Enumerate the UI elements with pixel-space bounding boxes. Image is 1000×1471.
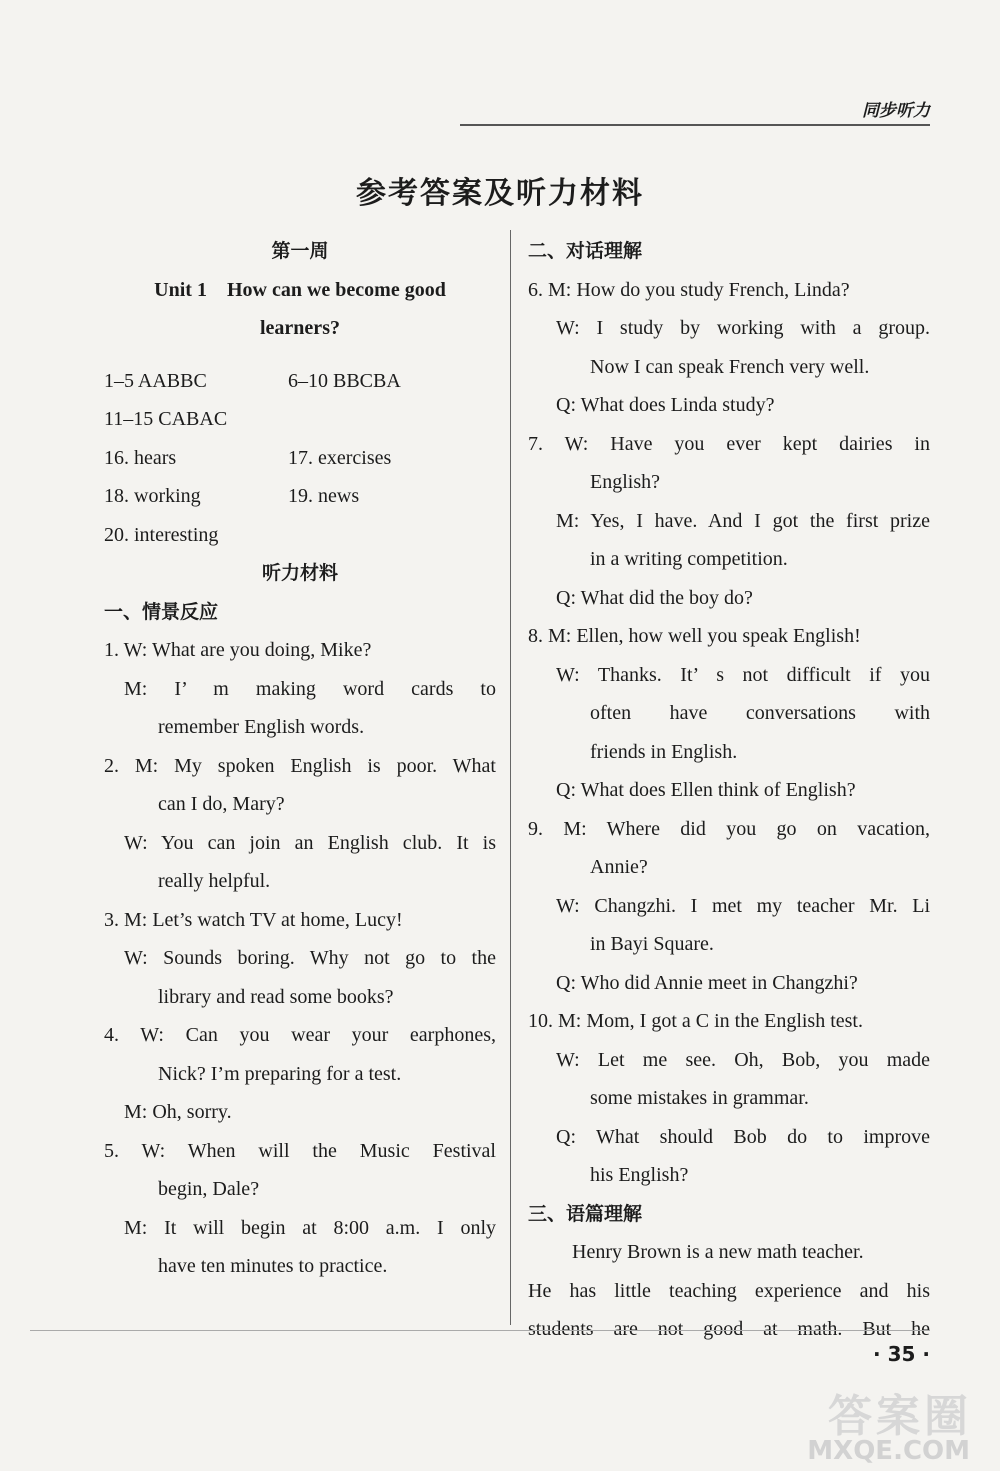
dialogue-line: W: Sounds boring. Why not go to the [124,947,496,969]
section-heading: 三、语篇理解 [528,1202,643,1225]
dialogue-line: library and read some books? [158,985,394,1008]
answer-cell: 1–5 AABBC [104,369,207,392]
unit-title-line2: learners? [260,317,340,339]
answer-row [104,516,496,555]
dialogue-line: 6. M: How do you study French, Linda? [528,278,850,301]
dialogue-line: W: Changzhi. I met my teacher Mr. Li [556,894,930,917]
dialogue-line: English? [590,471,660,493]
answer-cell: 6–10 BBCBA [288,369,401,392]
dialogue-line: 5. W: When will the Music Festival [104,1139,496,1162]
dialogue-line: Q: What does Linda study? [556,394,775,416]
dialogue-line: Annie? [590,856,648,878]
dialogue-line: can I do, Mary? [158,793,285,815]
dialogue-line: W: Let me see. Oh, Bob, you made [556,1048,930,1071]
dialogue-line: Q: What should Bob do to improve [556,1125,930,1148]
dialogue-line: 7. W: Have you ever kept dairies in [528,432,930,455]
answer-cell: 18. working [104,485,201,507]
dialogue-line: Q: What did the boy do? [556,586,753,609]
unit-title-line1: Unit 1 How can we become good [154,278,446,301]
dialogue-line: have ten minutes to practice. [158,1255,388,1277]
dialogue-line: M: It will begin at 8:00 a.m. I only [124,1216,496,1239]
answer-cell: 11–15 CABAC [104,408,228,430]
footer-rule [30,1330,930,1331]
answer-cell: 16. hears [104,446,177,469]
dialogue-line: 10. M: Mom, I got a C in the English test. [528,1010,863,1032]
dialogue-line: Now I can speak French very well. [590,355,870,378]
header-rule [460,124,930,126]
answer-cell: 17. exercises [288,446,392,469]
dialogue-line: in a writing competition. [590,548,788,570]
dialogue-line: M: Yes, I have. And I got the first prize [556,509,930,532]
dialogue-line: in Bayi Square. [590,933,714,955]
answer-row [104,362,496,401]
dialogue-line: 1. W: What are you doing, Mike? [104,639,372,661]
dialogue-line: W: You can join an English club. It is [124,831,496,854]
left-column [104,232,496,1286]
answer-row [104,439,496,478]
material-heading: 听力材料 [261,562,338,584]
dialogue-line: 9. M: Where did you go on vacation, [528,817,930,840]
section-heading: 一、情景反应 [104,600,219,623]
page-title: 参考答案及听力材料 [356,176,644,211]
dialogue-line: often have conversations with [590,702,930,724]
dialogue-line: W: Thanks. It’ s not difficult if you [556,663,930,686]
answer-cell: 19. news [288,485,360,507]
answer-cell: 20. interesting [104,523,219,546]
running-header: 同步听力 [862,101,930,121]
dialogue-line: his English? [590,1164,689,1186]
dialogue-line: some mistakes in grammar. [590,1087,809,1109]
page-number: · 35 · [873,1342,930,1366]
dialogue-line: 8. M: Ellen, how well you speak English! [528,625,861,647]
dialogue-line: begin, Dale? [158,1178,260,1200]
dialogue-line: really helpful. [158,870,271,892]
dialogue-line: Q: Who did Annie meet in Changzhi? [556,971,858,994]
right-column [528,232,930,1349]
dialogue-line: M: I’ m making word cards to [124,677,496,700]
answer-row [104,477,496,516]
section-heading: 二、对话理解 [528,240,643,262]
passage-line: students are not good at math. But he [528,1318,930,1340]
dialogue-line: Nick? I’m preparing for a test. [158,1062,402,1085]
dialogue-line: friends in English. [590,740,738,763]
passage-line: Henry Brown is a new math teacher. [572,1241,864,1263]
dialogue-line: 3. M: Let’s watch TV at home, Lucy! [104,908,403,931]
answer-row [104,400,496,439]
passage-line: He has little teaching experience and his [528,1279,930,1302]
dialogue-line: 2. M: My spoken English is poor. What [104,754,496,777]
watermark-logo: 答案圈 [828,1391,972,1442]
dialogue-line: remember English words. [158,716,365,738]
dialogue-line: W: I study by working with a group. [556,317,930,339]
watermark-url: MXQE.COM [807,1436,970,1466]
week-heading: 第一周 [271,240,329,262]
dialogue-line: M: Oh, sorry. [124,1101,232,1123]
dialogue-line: 4. W: Can you wear your earphones, [104,1024,496,1046]
column-divider [510,230,511,1325]
dialogue-line: Q: What does Ellen think of English? [556,779,856,801]
